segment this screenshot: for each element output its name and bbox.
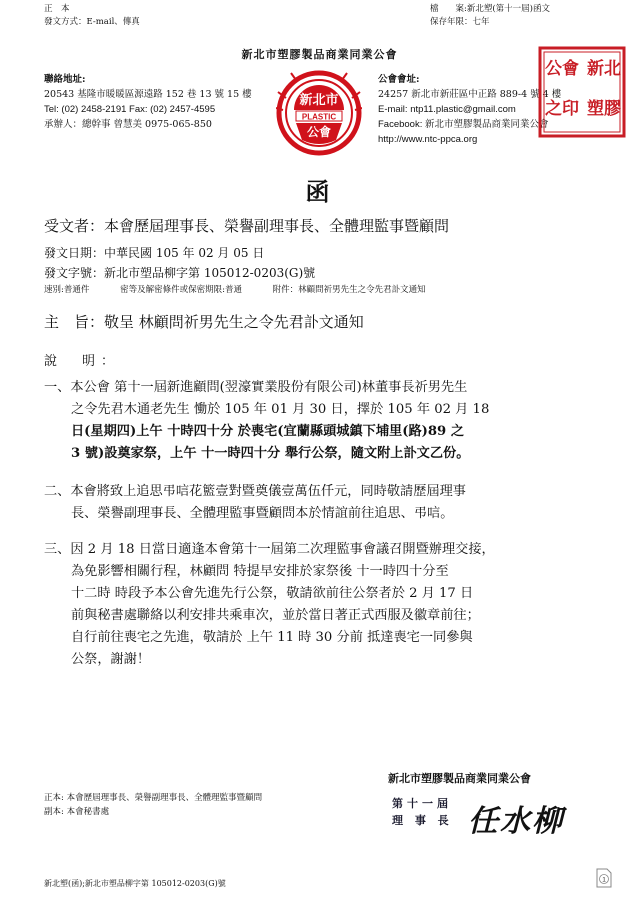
- subject-label: 主 旨：: [44, 313, 105, 331]
- association-logo: [276, 70, 362, 156]
- official-seal: [538, 46, 626, 138]
- contact-right-address: 24257 新北市新莊區中正路 889-4 號 4 樓: [378, 89, 562, 100]
- attachment: 附件：林顧問祈男先生之令先君訃文通知: [272, 285, 426, 295]
- paragraph-line: 3 號)設奠家祭，上午 十一時四十分 舉行公祭，隨文附上訃文乙份。: [71, 446, 470, 461]
- paragraph-2: [44, 481, 604, 525]
- paragraph-line: 二、本會將致上追思弔唁花籃壹對暨奠儀壹萬伍仟元，同時敬請歷屆理事: [44, 484, 466, 499]
- contact-facebook: Facebook: 新北市塑膠製品商業同業公會: [378, 119, 549, 130]
- paragraph-line: 一、本公會 第十一屆新進顧問(翌濠實業股份有限公司)林董事長祈男先生: [44, 380, 468, 395]
- footer-session: 第十一屆: [392, 797, 452, 810]
- paragraph-line: 為免影響相關行程，林顧問 特提早安排於家祭後 十一時四十分至: [71, 564, 449, 579]
- cc-copy: 副本: 本會秘書處: [44, 807, 110, 817]
- file-number: 檔 案:新北塑(第十一屆)函文: [430, 4, 550, 14]
- footer-title: 理 事 長: [392, 814, 453, 827]
- secrecy: 密等及解密條件或保密期限:普通: [120, 285, 242, 295]
- paragraph-line: 之令先君木通老先生 慟於 105 年 01 月 30 日，擇於 105 年 02 月 18: [71, 402, 490, 417]
- seal-char-2: 塑膠: [587, 99, 621, 119]
- paragraph-1: [44, 377, 604, 465]
- page-number: 1: [602, 876, 606, 884]
- paragraph-line: 自行前往喪宅之先進，敬請於 上午 11 時 30 分前 抵達喪宅一同參與: [71, 630, 473, 645]
- recipients: 受文者：本會歷屆理事長、榮譽副理事長、全體理監事暨顧問: [44, 217, 450, 235]
- paragraph-line: 前與秘書處聯絡以利安排共乘車次，並於當日著正式西服及徽章前往；: [71, 608, 480, 623]
- contact-person: 承辦人：總幹事 曾慧美 0975-065-850: [44, 119, 212, 130]
- seal-char-3: 公會: [545, 59, 579, 79]
- contact-website: http://www.ntc-ppca.org: [378, 134, 478, 145]
- contact-right-label: 公會會址:: [378, 74, 420, 85]
- logo-middle-text: PLASTIC: [301, 112, 337, 122]
- logo-bottom-text: 公會: [306, 125, 332, 139]
- subject-text: 敬呈 林顧問祈男先生之令先君訃文通知: [104, 313, 364, 331]
- send-method: 發文方式：E-mail、傳真: [44, 17, 140, 27]
- paragraph-line: 三、因 2 月 18 日當日適逢本會第十一屆第二次理監事會議召開暨辦理交接，: [44, 542, 495, 557]
- contact-email: E-mail: ntp11.plastic@gmail.com: [378, 104, 516, 115]
- page-number-badge: [596, 868, 612, 888]
- org-title: 新北市塑膠製品商業同業公會: [241, 48, 398, 61]
- subject-line: [44, 312, 364, 332]
- contact-left-phone-fax: Tel: (02) 2458-2191 Fax: (02) 2457-4595: [44, 104, 216, 115]
- document-meta-line: [44, 283, 454, 295]
- contact-left-address: 20543 基隆市暖暖區源遠路 152 巷 13 號 15 樓: [44, 89, 252, 100]
- document-type: 函: [305, 177, 334, 206]
- document-date: 發文日期：中華民國 105 年 02 月 05 日: [44, 246, 265, 260]
- explanation-label: 說 明：: [44, 354, 121, 369]
- cc-main: 正本: 本會歷屆理事長、榮譽副理事長、全體理監事暨顧問: [44, 793, 263, 803]
- seal-char-1: 新北: [587, 59, 621, 79]
- copy-mark: 正 本: [44, 4, 70, 14]
- contact-left: [44, 72, 252, 132]
- contact-left-label: 聯絡地址:: [44, 74, 86, 85]
- paragraph-3: [44, 539, 604, 671]
- seal-char-4: 之印: [545, 99, 579, 119]
- paragraph-line: 公祭，謝謝！: [71, 652, 151, 667]
- speed: 速別:普通件: [44, 285, 90, 295]
- paragraph-line: 長、榮譽副理事長、全體理監事暨顧問本於情誼前往追思、弔唁。: [71, 506, 454, 521]
- footer-doc-number: 新北塑(函);新北市塑品柳字第 105012-0203(G)號: [44, 879, 226, 888]
- document-number: 發文字號：新北市塑品柳字第 105012-0203(G)號: [44, 266, 316, 280]
- contact-right: [378, 72, 561, 147]
- footer-org-name: 新北市塑膠製品商業同業公會: [388, 772, 531, 785]
- paragraph-line: 日(星期四)上午 十時四十分 於喪宅(宜蘭縣頭城鎮下埔里(路)89 之: [71, 424, 465, 439]
- chairman-signature: 任水柳: [468, 804, 564, 839]
- distribution-list: [44, 791, 262, 819]
- paragraph-line: 十二時 時段予本公會先進先行公祭，敬請欲前往公祭者於 2 月 17 日: [71, 586, 474, 601]
- retention-period: 保存年限：七年: [430, 17, 490, 27]
- logo-top-text: 新北市: [299, 93, 339, 108]
